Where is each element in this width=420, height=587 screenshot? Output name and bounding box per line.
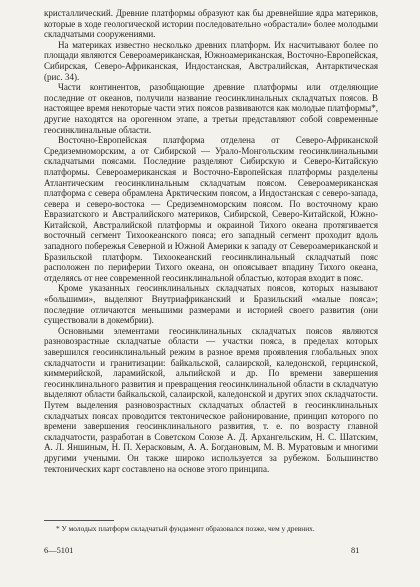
paragraph-3: Части континентов, разобщающие древние платформы или отделяющие последние от океанов, получили название геосинклинальных складчатых поясов. В настоящее время некоторые части этих поясов развиваются как молодые платформы*, другие находятся на орогенном этапе, а третьи представляют собой современные геосинклинальные области. (44, 82, 378, 135)
body-text (44, 8, 378, 474)
paragraph-4: Восточно-Европейская платформа отделена от Северо-Африканской Средиземноморским, а от Сибирской — Урало-Монгольским геосинклинальными складчатыми поясами. Последние разделяют Сибирскую и Северо-Китайскую платформы. Североамериканская и Восточно-Европейская платформы разделены Атлантическим геосинклинальным складчатым поясом. Североамериканская платформа с севера обрамлена Арктическим поясом, а Индостанская с северо-запада, севера и северо-востока — Средиземноморским поясом. По восточному краю Евразиатского и Австралийского материков, Сибирской, Северо-Китайской, Южно-Китайской, Австралийской платформы и окраиной Тихого океана протягивается восточный сегмент Тихоокеанского пояса; его западный сегмент проходит вдоль западного побережья Северной и Южной Америки к западу от Североамериканской и Бразильской платформ. Тихоокеанский геосинклинальный складчатый пояс расположен по периферии Тихого океана, он опоясывает впадину Тихого океана, отделяясь от нее современной геосинклинальной областью, которая входит в пояс. (44, 135, 378, 283)
paragraph-2: На материках известно несколько древних платформ. Их насчитывают более по площади являются Североамериканская, Южноамериканская, Восточно-Европейская, Сибирская, Северо-Африканская, Индостанская, Австралийская, Антарктическая (рис. 34). (44, 39, 378, 82)
paragraph-5: Кроме указанных геосинклинальных складчатых поясов, которых называют «большими», выделяют Внутриафриканский и Бразильский «малые пояса»; последние отличаются меньшими размерами и историей своего развития (они существовали в докембрии). (44, 283, 378, 326)
footnote: * У молодых платформ складчатый фундамент образовался позже, чем у древних. (56, 524, 315, 533)
printer-signature: 6—5101 (44, 546, 74, 555)
footnote-divider (44, 520, 114, 521)
page-number: 81 (351, 546, 360, 555)
paragraph-6: Основными элементами геосинклинальных складчатых поясов являются разновозрастные складчатые области — участки пояса, в пределах которых завершился геосинклинальный режим в разное время проявления глобальных эпох складчатости и гранитизации: байкальской, салаирской, каледонской, герцинской, киммерийской, ларамийской, альпийской и др. По времени завершения геосинклинального развития и превращения геосинклинальной области в складчатую выделяют области байкальской, салаирской, каледонской и других эпох складчатости. Путем выделения разновозрастных складчатых областей в геосинклинальных складчатых поясах проводится тектоническое районирование, принцип которого по времени завершения геосинклинального развития, т. е. по возрасту главной складчатости, разработан в Советском Союзе А. Д. Архангельским, Н. С. Шатским, А. Л. Яншиным, Н. П. Херасковым, А. А. Богдановым, М. В. Муратовым и многими другими учеными. Он также широко используется за рубежом. Большинство тектонических карт составлено на основе этого принципа. (44, 325, 378, 474)
paragraph-1: кристаллический. Древние платформы образуют как бы древнейшие ядра материков, которые в ходе геологической истории последовательно «обрастали» более молодыми складчатыми сооружениями. (44, 8, 378, 40)
